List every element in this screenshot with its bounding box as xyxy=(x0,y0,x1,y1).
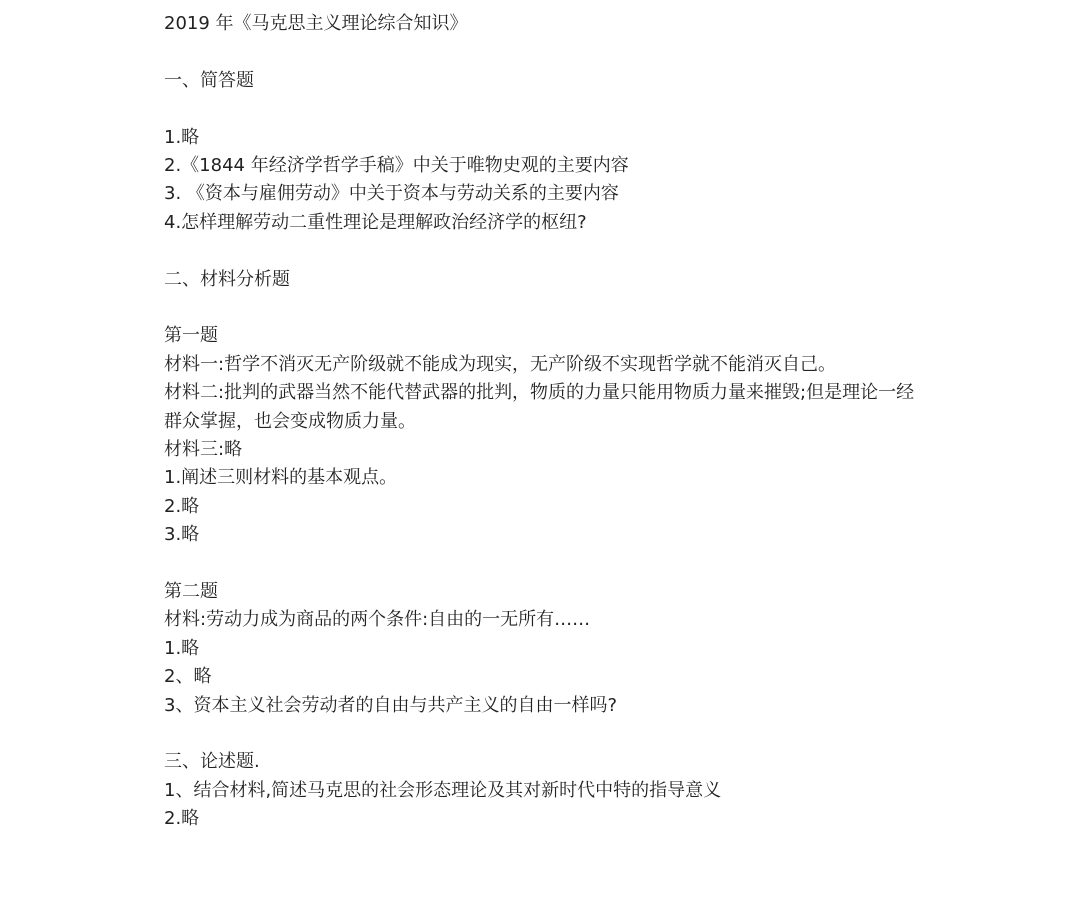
spacer xyxy=(164,237,924,265)
question-item: 1.略 xyxy=(164,126,200,148)
question-item: 4.怎样理解劳动二重性理论是理解政治经济学的枢纽? xyxy=(164,211,587,233)
document-title: 2019 年《马克思主义理论综合知识》 xyxy=(164,13,468,34)
spacer xyxy=(164,720,924,748)
question-item: 1.阐述三则材料的基本观点。 xyxy=(164,467,398,489)
section-heading-essay: 三、论述题. xyxy=(164,751,260,773)
question-item: 3. 《资本与雇佣劳动》中关于资本与劳动关系的主要内容 xyxy=(164,183,619,205)
subsection-heading: 第一题 xyxy=(164,325,218,347)
spacer xyxy=(164,38,924,66)
question-item: 2.略 xyxy=(164,808,200,830)
question-item: 2.略 xyxy=(164,495,200,517)
question-item: 1.略 xyxy=(164,637,200,659)
document-body xyxy=(164,10,924,834)
question-item: 2.《1844 年经济学哲学手稿》中关于唯物史观的主要内容 xyxy=(164,155,629,176)
spacer xyxy=(164,294,924,322)
question-item: 3.略 xyxy=(164,524,200,546)
question-item: 1、结合材料,简述马克思的社会形态理论及其对新时代中特的指导意义 xyxy=(164,779,722,801)
question-item: 3、资本主义社会劳动者的自由与共产主义的自由一样吗? xyxy=(164,694,618,716)
question-item: 2、略 xyxy=(164,666,212,688)
material-text: 材料二:批判的武器当然不能代替武器的批判，物质的力量只能用物质力量来摧毁;但是理论一经群众掌握，也会变成物质力量。 xyxy=(164,382,915,432)
spacer xyxy=(164,550,924,578)
material-text: 材料三:略 xyxy=(164,439,243,461)
subsection-heading: 第二题 xyxy=(164,581,218,603)
spacer xyxy=(164,95,924,123)
section-heading-short-answer: 一、简答题 xyxy=(164,69,254,91)
material-text: 材料一:哲学不消灭无产阶级就不能成为现实，无产阶级不实现哲学就不能消灭自己。 xyxy=(164,353,837,375)
section-heading-material-analysis: 二、材料分析题 xyxy=(164,268,290,290)
material-text: 材料:劳动力成为商品的两个条件:自由的一无所有…… xyxy=(164,609,591,631)
